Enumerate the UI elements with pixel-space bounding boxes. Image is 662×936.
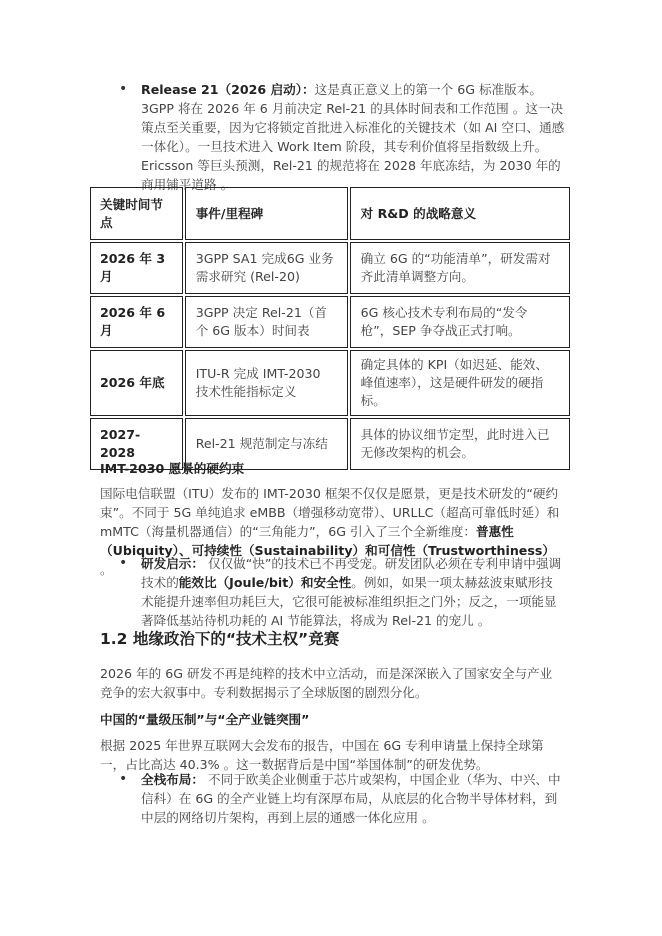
table-cell: 2027-2028 <box>90 418 183 470</box>
imt-end: 。 <box>100 562 113 577</box>
table-cell: 2026 年 6 月 <box>90 296 183 348</box>
header-cell: 对 R&D 的战略意义 <box>350 187 570 240</box>
bullet-dot: • <box>119 771 128 787</box>
rd-insight-bold: 能效比（Joule/bit）和安全性 <box>178 575 352 590</box>
table-cell: ITU-R 完成 IMT-2030 技术性能指标定义 <box>185 350 348 416</box>
table-row <box>90 242 570 294</box>
china-heading: 中国的“量级压制”与“全产业链突围” <box>100 712 310 727</box>
rd-insight-lead: 研发启示： <box>141 556 204 571</box>
header-cell: 事件/里程碑 <box>185 187 348 240</box>
rd-insight-text-a: 仅仅做“快”的技术已不再受宠。研发团队必须在专利申请中强调技术的 <box>141 556 562 590</box>
bullet-dot: • <box>119 81 128 97</box>
table-row <box>90 296 570 348</box>
table-cell: 确立 6G 的“功能清单”，研发需对齐此清单调整方向。 <box>350 242 570 294</box>
imt-bold: 普惠性（Ubiquity）、可持续性（Sustainability）和可信性（Trustworthiness） <box>100 524 555 558</box>
table-cell: 2026 年 3 月 <box>90 242 183 294</box>
imt-text: 国际电信联盟（ITU）发布的 IMT-2030 框架不仅仅是愿景，更是技术研发的“硬约束”。不同于 5G 单纯追求 eMBB（增强移动宽带）、URLLC（超高可靠低时延）和 mMTC（海量机器通信）的“三角能力”，6G 引入了三个全新维度： <box>100 486 560 539</box>
timeline-table <box>88 185 572 472</box>
release21-lead: Release 21（2026 启动）： <box>141 82 315 97</box>
china-paragraph: 根据 2025 年世界互联网大会发布的报告，中国在 6G 专利申请量上保持全球第一，占比高达 40.3% 。这一数据背后是中国“举国体制”的研发优势。 <box>100 738 544 772</box>
release21-text: 这是真正意义上的第一个 6G 标准版本。3GPP 将在 2026 年 6 月前决定 Rel-21 的具体时间表和工作范围 。这一决策点至关重要，因为它将锁定首批进入标准化的关键技术（如 AI 空口、通感一体化）。一旦技术进入 Work Item 阶段，其专利价值将呈指数级上升。Ericsson 等巨头预测，Rel-21 的规范将在 2028 年底冻结，为 2030 年的商用铺平道路 。 <box>141 82 565 192</box>
table-cell: 具体的协议细节定型，此时进入已无修改架构的机会。 <box>350 418 570 470</box>
table-cell: 6G 核心技术专利布局的“发令枪”，SEP 争夺战正式打响。 <box>350 296 570 348</box>
rd-insight-bullet <box>141 554 562 630</box>
full-stack-text: 不同于欧美企业侧重于芯片或架构，中国企业（华为、中兴、中信科）在 6G 的全产业链上均有深厚布局，从底层的化合物半导体材料，到中层的网络切片架构，再到上层的通感一体化应用 。 <box>141 772 561 825</box>
table-cell: 2026 年底 <box>90 350 183 416</box>
full-stack-bullet <box>141 770 562 827</box>
section-paragraph: 2026 年的 6G 研发不再是纯粹的技术中立活动，而是深深嵌入了国家安全与产业竞争的宏大叙事中。专利数据揭示了全球版图的剧烈分化。 <box>100 666 553 700</box>
section-heading: 1.2 地缘政治下的“技术主权”竞赛 <box>100 630 340 648</box>
table-header-row <box>90 187 570 240</box>
release21-bullet <box>141 80 571 194</box>
table-cell: 3GPP SA1 完成6G 业务需求研究 (Rel-20) <box>185 242 348 294</box>
imt-heading: IMT-2030 愿景的硬约束 <box>100 461 245 476</box>
table-row <box>90 350 570 416</box>
rd-insight-text-b: 。例如，如果一项太赫兹波束赋形技术能提升速率但功耗巨大，它很可能被标准组织拒之门外；反之，一项能显著降低基站待机功耗的 AI 节能算法，将成为 Rel-21 的宠儿 。 <box>141 575 557 628</box>
header-cell: 关键时间节点 <box>90 187 183 240</box>
full-stack-lead: 全栈布局： <box>141 772 204 787</box>
table-cell: Rel-21 规范制定与冻结 <box>185 418 348 470</box>
table-cell: 3GPP 决定 Rel-21（首个 6G 版本）时间表 <box>185 296 348 348</box>
table-cell: 确定具体的 KPI（如迟延、能效、峰值速率），这是硬件研发的硬指标。 <box>350 350 570 416</box>
bullet-dot: • <box>119 555 128 571</box>
